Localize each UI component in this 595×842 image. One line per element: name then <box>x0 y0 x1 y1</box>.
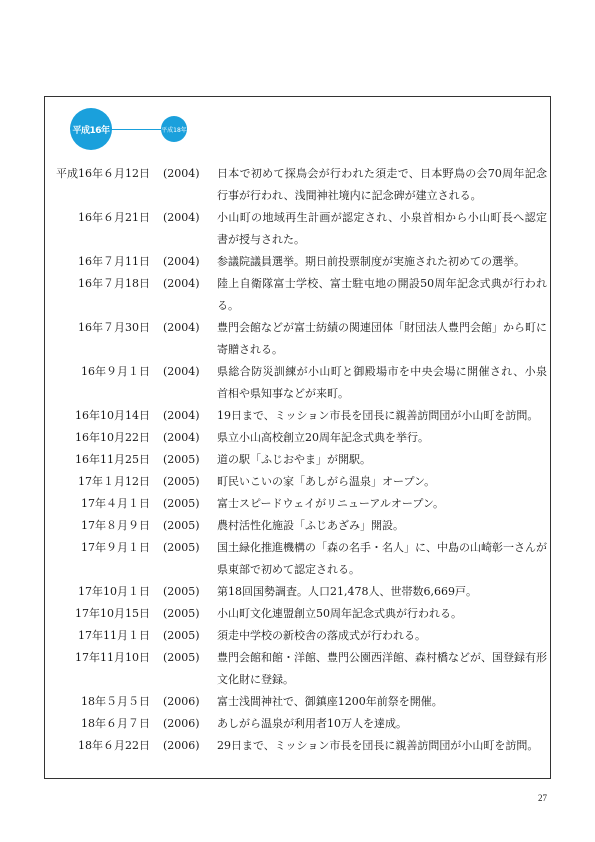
chronology-row <box>0 207 595 251</box>
event-date: 17年１月12日 <box>78 475 150 488</box>
chronology-row <box>0 581 595 603</box>
event-year: (2005) <box>163 651 200 664</box>
event-year: (2004) <box>163 365 200 378</box>
event-year: (2005) <box>163 497 200 510</box>
event-year: (2004) <box>163 211 200 224</box>
event-description: 須走中学校の新校舎の落成式が行われる。 <box>217 629 426 642</box>
chronology-row <box>0 317 595 361</box>
chronology-list <box>0 163 595 757</box>
event-date: 平成16年６月12日 <box>56 167 150 180</box>
event-date: 16年10月22日 <box>75 431 150 444</box>
event-description: 農村活性化施設「ふじあざみ」開設。 <box>217 519 404 532</box>
event-date: 16年６月21日 <box>78 211 150 224</box>
event-year: (2004) <box>163 431 200 444</box>
chronology-row <box>0 405 595 427</box>
event-date: 17年８月９日 <box>81 519 150 532</box>
event-year: (2005) <box>163 607 200 620</box>
event-date: 16年７月11日 <box>78 255 150 268</box>
event-date: 18年６月７日 <box>81 717 150 730</box>
event-year: (2005) <box>163 475 200 488</box>
chronology-row <box>0 537 595 581</box>
event-date: 18年５月５日 <box>81 695 150 708</box>
event-year: (2005) <box>163 629 200 642</box>
event-date: 16年10月14日 <box>75 409 150 422</box>
event-year: (2004) <box>163 255 200 268</box>
event-date: 16年７月18日 <box>78 277 150 290</box>
event-year: (2004) <box>163 167 200 180</box>
event-year: (2005) <box>163 585 200 598</box>
event-year: (2006) <box>163 739 200 752</box>
event-date: 16年11月25日 <box>75 453 150 466</box>
event-date: 17年10月15日 <box>75 607 150 620</box>
chronology-row <box>0 647 595 691</box>
event-year: (2006) <box>163 695 200 708</box>
event-year: (2005) <box>163 453 200 466</box>
event-description: 第18回国勢調査。人口21,478人、世帯数6,669戸。 <box>217 585 477 598</box>
event-date: 17年９月１日 <box>81 541 150 554</box>
event-date: 16年７月30日 <box>78 321 150 334</box>
event-date: 17年11月１日 <box>78 629 150 642</box>
event-year: (2005) <box>163 541 200 554</box>
page-number: 27 <box>538 793 547 803</box>
chronology-row <box>0 427 595 449</box>
chronology-row <box>0 625 595 647</box>
chronology-row <box>0 361 595 405</box>
event-description: 19日まで、ミッション市長を団長に親善訪問団が小山町を訪問。 <box>217 409 539 422</box>
event-date: 16年９月１日 <box>81 365 150 378</box>
era-end-label: 平成18年 <box>161 126 187 134</box>
event-description: 県立小山高校創立20周年記念式典を挙行。 <box>217 431 429 444</box>
event-description: 国土緑化推進機構の「森の名手・名人」に、中島の山崎彰一さんが県東部で初めて認定される。 <box>217 541 547 576</box>
event-year: (2004) <box>163 321 200 334</box>
event-description: 豊門会館和館・洋館、豊門公園西洋館、森村橋などが、国登録有形文化財に登録。 <box>217 651 547 686</box>
chronology-row <box>0 163 595 207</box>
event-description: 日本で初めて探鳥会が行われた須走で、日本野鳥の会70周年記念行事が行われ、浅間神社境内に記念碑が建立される。 <box>217 167 547 202</box>
event-description: 参議院議員選挙。期日前投票制度が実施された初めての選挙。 <box>217 255 525 268</box>
event-description: 29日まで、ミッション市長を団長に親善訪問団が小山町を訪問。 <box>217 739 539 752</box>
chronology-row <box>0 449 595 471</box>
event-description: 富士スピードウェイがリニューアルオープン。 <box>217 497 445 510</box>
event-description: あしがら温泉が利用者10万人を達成。 <box>217 717 407 730</box>
chronology-row <box>0 603 595 625</box>
event-description: 陸上自衛隊富士学校、富士駐屯地の開設50周年記念式典が行われる。 <box>217 277 547 312</box>
era-start-badge <box>70 108 112 150</box>
event-date: 17年11月10日 <box>75 651 150 664</box>
chronology-row <box>0 471 595 493</box>
era-start-label: 平成16年 <box>72 125 110 136</box>
event-date: 18年６月22日 <box>78 739 150 752</box>
chronology-row <box>0 273 595 317</box>
chronology-row <box>0 713 595 735</box>
event-description: 豊門会館などが富士紡績の関連団体「財団法人豊門会館」から町に寄贈される。 <box>217 321 547 356</box>
chronology-row <box>0 691 595 713</box>
chronology-row <box>0 735 595 757</box>
era-end-badge <box>161 116 187 142</box>
event-year: (2006) <box>163 717 200 730</box>
event-description: 県総合防災訓練が小山町と御殿場市を中央会場に開催され、小泉首相や県知事などが来町。 <box>217 365 547 400</box>
event-year: (2005) <box>163 519 200 532</box>
event-description: 富士浅間神社で、御鎮座1200年前祭を開催。 <box>217 695 443 708</box>
event-year: (2004) <box>163 277 200 290</box>
event-description: 道の駅「ふじおやま」が開駅。 <box>217 453 371 466</box>
event-description: 小山町文化連盟創立50周年記念式典が行われる。 <box>217 607 462 620</box>
event-description: 小山町の地域再生計画が認定され、小泉首相から小山町長へ認定書が授与された。 <box>217 211 547 246</box>
chronology-row <box>0 515 595 537</box>
event-year: (2004) <box>163 409 200 422</box>
event-date: 17年10月１日 <box>78 585 150 598</box>
chronology-row <box>0 493 595 515</box>
chronology-row <box>0 251 595 273</box>
event-description: 町民いこいの家「あしがら温泉」オープン。 <box>217 475 436 488</box>
event-date: 17年４月１日 <box>81 497 150 510</box>
